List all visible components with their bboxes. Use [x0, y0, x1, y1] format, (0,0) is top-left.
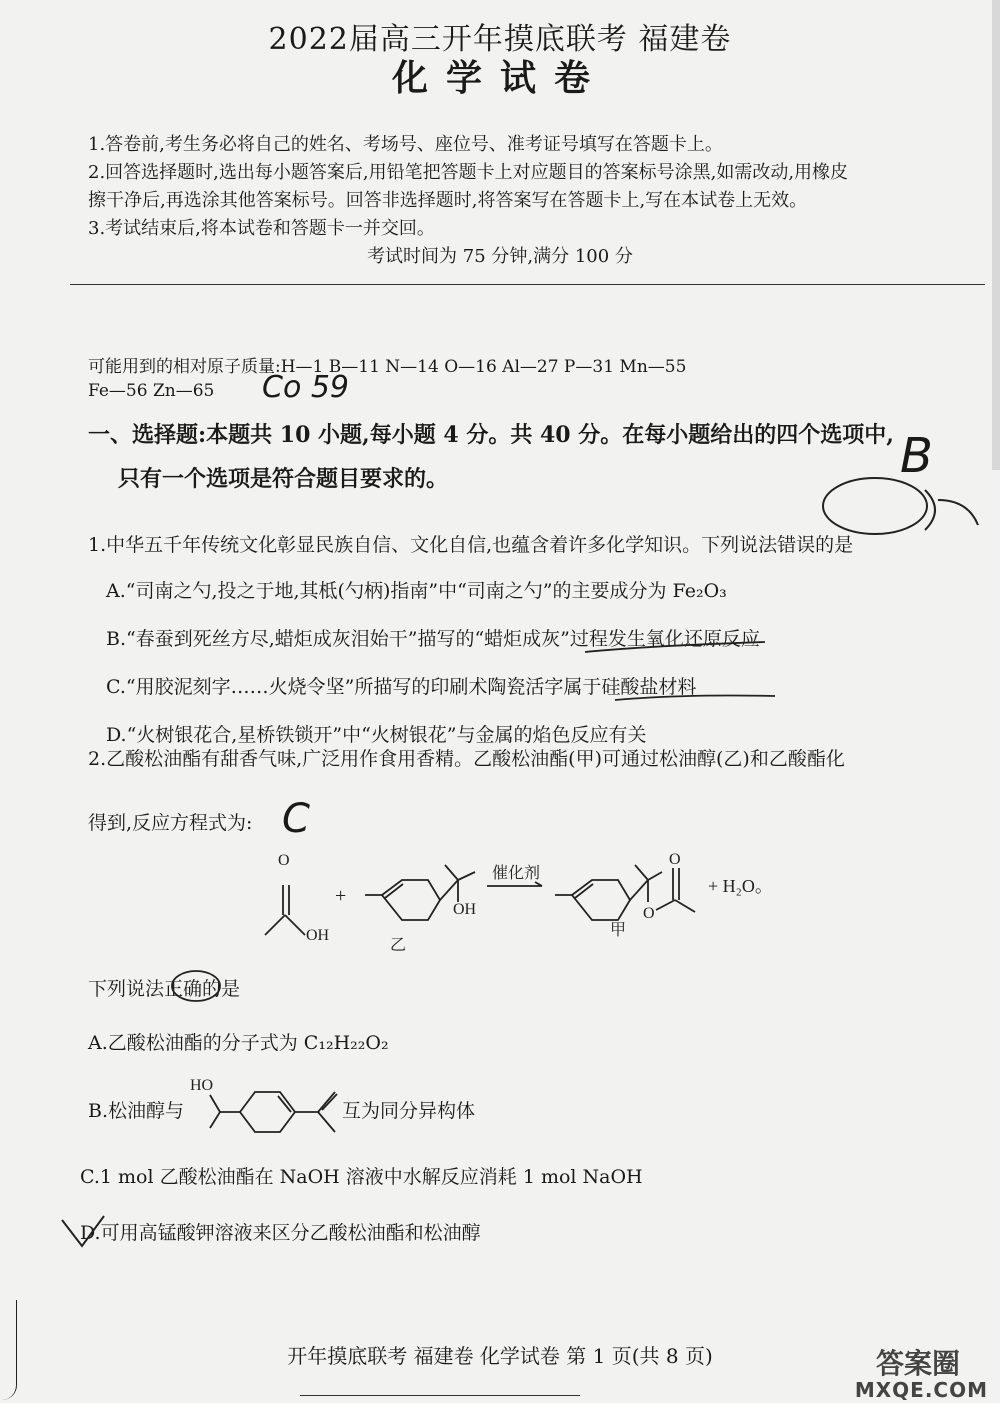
scan-edge-mark: [2, 1300, 17, 1400]
circle-mark-q2: [168, 966, 228, 1006]
q2-stem-line-1: 2.乙酸松油酯有甜香气味,广泛用作食用香精。乙酸松油酯(甲)可通过松油醇(乙)和乙酸酯化: [88, 748, 845, 770]
atomic-mass-line-2: Fe—56 Zn—65: [88, 381, 215, 401]
section-heading-line-1: 一、选择题:本题共 10 小题,每小题 4 分。共 40 分。在每小题给出的四个选项中,: [88, 422, 894, 448]
eq-catalyst: 催化剂: [492, 865, 541, 882]
footer-rule: [300, 1395, 580, 1396]
header-divider: [70, 284, 985, 285]
eq-o-label-1: O: [278, 852, 290, 869]
handwritten-answer-q1: B: [900, 428, 933, 484]
check-mark-d: [60, 1212, 110, 1252]
section-heading-line-2: 只有一个选项是符合题目要求的。: [118, 466, 449, 492]
eq-label-jia: 甲: [610, 922, 627, 939]
note-line-1: 1.答卷前,考生务必将自己的姓名、考场号、座位号、准考证号填写在答题卡上。: [88, 134, 723, 155]
watermark-logo: 答案圈: [875, 1347, 960, 1380]
eq-oh-1: OH: [306, 927, 330, 944]
q2-option-b-structure: [190, 1070, 350, 1140]
q1-option-a: A.“司南之勺,投之于地,其柢(勺柄)指南”中“司南之勺”的主要成分为 Fe₂O₃: [106, 580, 727, 602]
q1-option-d: D.“火树银花合,星桥铁锁开”中“火树银花”与金属的焰色反应有关: [106, 724, 647, 746]
q1-option-b: B.“春蚕到死丝方尽,蜡炬成灰泪始干”描写的“蜡炬成灰”过程发生氧化还原反应: [106, 628, 760, 650]
atomic-mass-line-1: 可能用到的相对原子质量:H—1 B—11 N—14 O—16 Al—27 P—31 Mn—55: [88, 357, 687, 377]
eq-label-yi: 乙: [390, 937, 407, 954]
exam-time-info: 考试时间为 75 分钟,满分 100 分: [367, 246, 633, 267]
q2-option-b-prefix: B.松油醇与: [88, 1100, 185, 1122]
page-footer: 开年摸底联考 福建卷 化学试卷 第 1 页(共 8 页): [287, 1344, 713, 1368]
eq-plus: +: [335, 885, 347, 907]
underline-b: [580, 638, 770, 658]
underline-c: [610, 688, 780, 708]
eq-oh-2: OH: [453, 901, 477, 918]
q2-stem-line-2: 得到,反应方程式为:: [88, 812, 253, 834]
eq-water: + H₂O。: [708, 876, 773, 896]
subject-title: 化学试卷: [391, 57, 608, 99]
watermark-site: MXQE.COM: [854, 1378, 988, 1402]
exam-title: 2022届高三开年摸底联考 福建卷: [268, 22, 732, 57]
q2-question: 下列说法正确的是: [88, 978, 241, 1000]
q2-option-c: C.1 mol 乙酸松油酯在 NaOH 溶液中水解反应消耗 1 mol NaOH: [80, 1166, 643, 1188]
handwritten-answer-q2: C: [282, 796, 310, 842]
q2-option-b-ho: HO: [190, 1077, 214, 1094]
q1-stem: 1.中华五千年传统文化彰显民族自信、文化自信,也蕴含着许多化学知识。下列说法错误的是: [88, 534, 854, 556]
handwritten-co-mass: Co 59: [262, 370, 350, 405]
q2-option-d: D.可用高锰酸钾溶液来区分乙酸松油酯和松油醇: [80, 1222, 481, 1244]
note-line-2: 2.回答选择题时,选出每小题答案后,用铅笔把答题卡上对应题目的答案标号涂黑,如需改动,用橡皮: [88, 162, 849, 183]
reaction-equation: [250, 850, 810, 960]
q1-option-c: C.“用胶泥刻字……火烧令坚”所描写的印刷术陶瓷活字属于硅酸盐材料: [106, 676, 697, 698]
note-line-3: 擦干净后,再选涂其他答案标号。回答非选择题时,将答案写在答题卡上,写在本试卷上无效。: [88, 190, 808, 211]
q2-option-b-suffix: 互为同分异构体: [342, 1100, 476, 1122]
note-line-4: 3.考试结束后,将本试卷和答题卡一并交回。: [88, 218, 435, 239]
q2-option-a: A.乙酸松油酯的分子式为 C₁₂H₂₂O₂: [88, 1032, 389, 1054]
eq-o-label-3: O: [669, 851, 681, 868]
eq-o-label-2: O: [643, 905, 655, 922]
